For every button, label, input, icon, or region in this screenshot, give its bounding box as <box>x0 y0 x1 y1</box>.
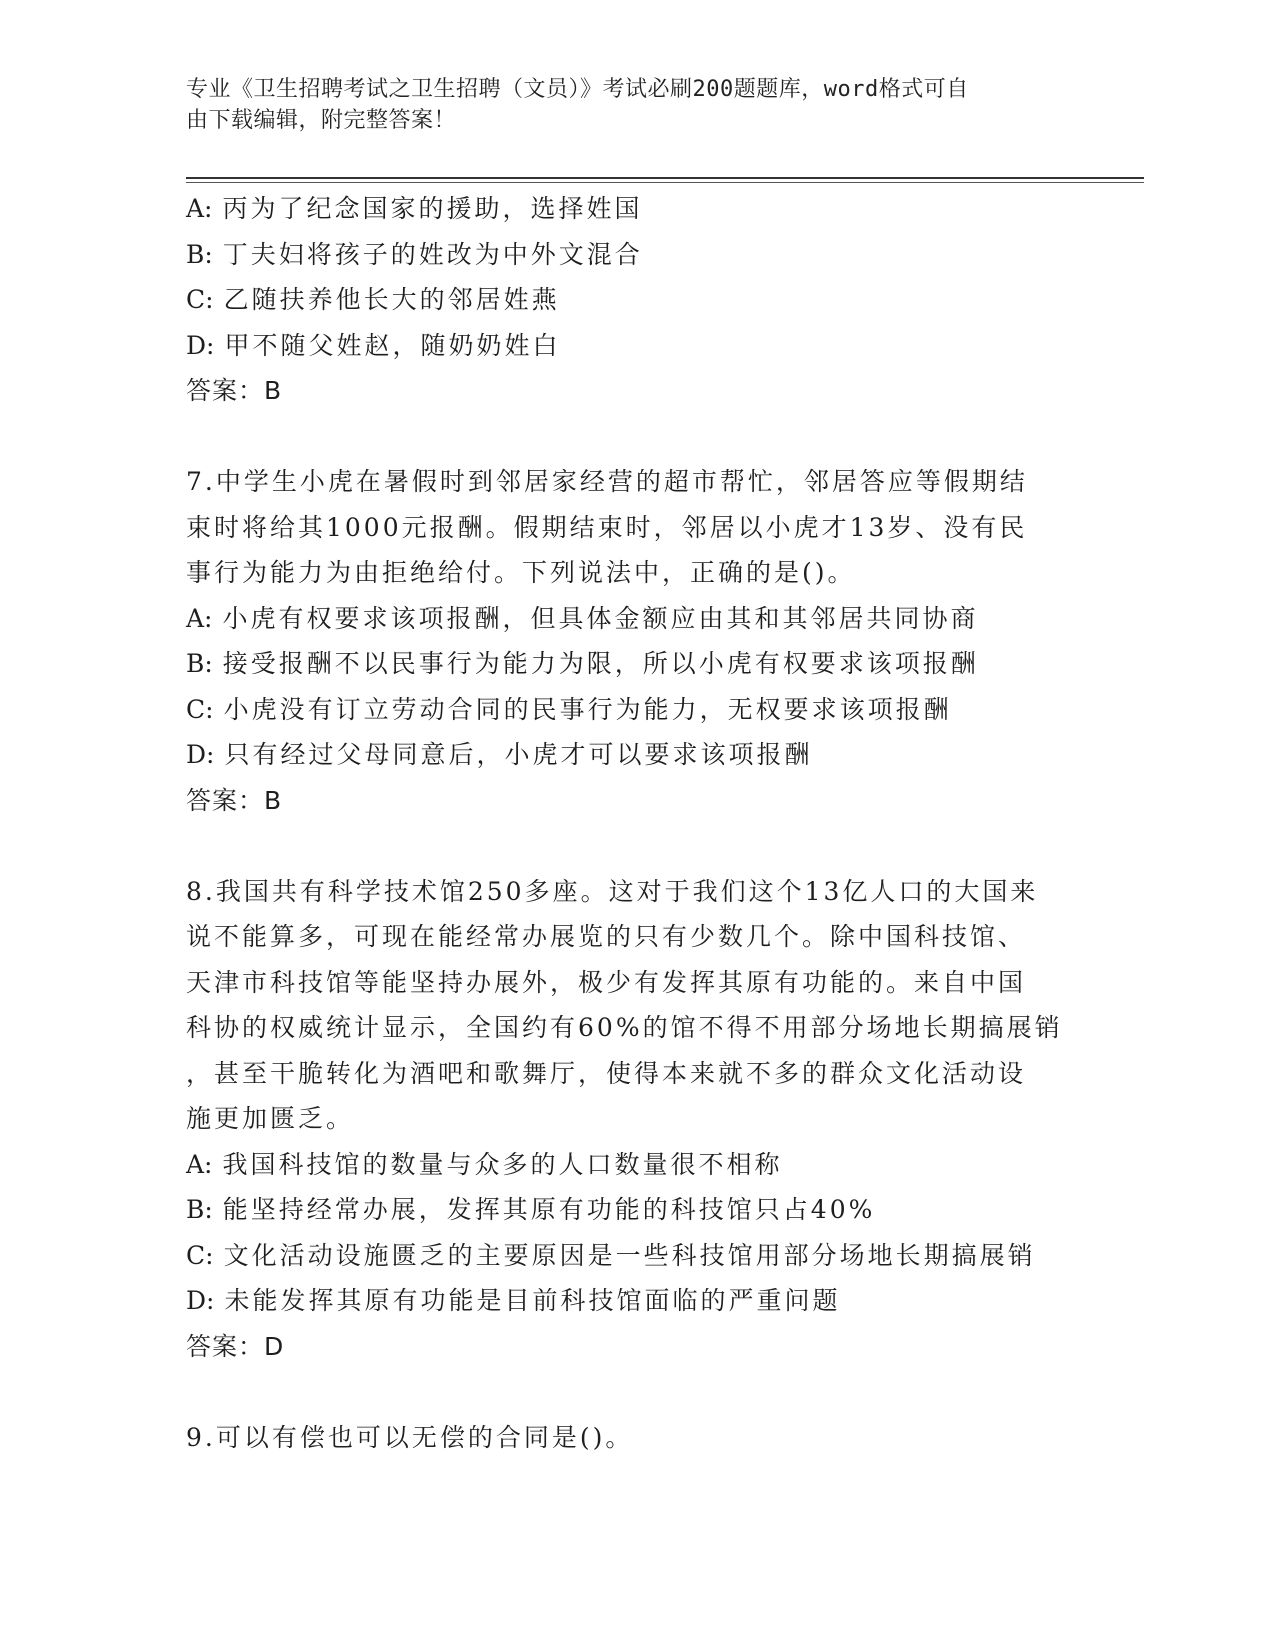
option-b: B: 丁夫妇将孩子的姓改为中外文混合 <box>186 239 643 269</box>
option-d: D: 只有经过父母同意后，小虎才可以要求该项报酬 <box>186 740 813 769</box>
question-stem-line: 束时将给其1000元报酬。假期结束时，邻居以小虎才13岁、没有民 <box>186 512 1028 542</box>
answer: 答案：D <box>186 1331 285 1361</box>
answer: 答案：B <box>186 376 283 405</box>
question-list <box>186 186 1086 1460</box>
option-a: A: 丙为了纪念国家的援助，选择姓国 <box>186 194 643 223</box>
header-rule-thick <box>186 177 1144 179</box>
question-7 <box>186 459 1086 823</box>
question-9 <box>186 1415 1086 1461</box>
option-d: D: 甲不随父姓赵，随奶奶姓白 <box>186 330 561 360</box>
header-rule-thin <box>186 182 1144 183</box>
question-stem-line: 说不能算多，可现在能经常办展览的只有少数几个。除中国科技馆、 <box>186 922 1027 951</box>
question-6 <box>186 186 1086 414</box>
option-b: B: 能坚持经常办展，发挥其原有功能的科技馆只占40% <box>186 1195 876 1224</box>
document-header <box>186 74 1086 136</box>
answer: 答案：B <box>186 785 283 815</box>
question-stem-line: 7.中学生小虎在暑假时到邻居家经营的超市帮忙，邻居答应等假期结 <box>186 467 1028 496</box>
option-c: C: 乙随扶养他长大的邻居姓燕 <box>186 285 560 314</box>
question-stem-line: 天津市科技馆等能坚持办展外，极少有发挥其原有功能的。来自中国 <box>186 967 1027 997</box>
question-8 <box>186 869 1086 1370</box>
option-b: B: 接受报酬不以民事行为能力为限，所以小虎有权要求该项报酬 <box>186 649 979 678</box>
header-line-2: 由下载编辑，附完整答案！ <box>186 108 457 133</box>
question-stem-line: 施更加匮乏。 <box>186 1104 355 1133</box>
question-stem-line: 9.可以有偿也可以无偿的合同是()。 <box>186 1422 634 1452</box>
question-stem-line: ，甚至干脆转化为酒吧和歌舞厅，使得本来就不多的群众文化活动设 <box>186 1058 1027 1088</box>
question-stem-line: 事行为能力为由拒绝给付。下列说法中，正确的是()。 <box>186 558 856 587</box>
question-stem-line: 8.我国共有科学技术馆250多座。这对于我们这个13亿人口的大国来 <box>186 876 1039 906</box>
option-c: C: 小虎没有订立劳动合同的民事行为能力，无权要求该项报酬 <box>186 694 952 724</box>
question-stem-line: 科协的权威统计显示，全国约有60%的馆不得不用部分场地长期搞展销 <box>186 1013 1063 1042</box>
option-d: D: 未能发挥其原有功能是目前科技馆面临的严重问题 <box>186 1286 841 1315</box>
option-a: A: 我国科技馆的数量与众多的人口数量很不相称 <box>186 1149 783 1179</box>
header-line-1: 专业《卫生招聘考试之卫生招聘（文员）》考试必刷200题题库，word格式可自 <box>186 77 969 102</box>
option-c: C: 文化活动设施匮乏的主要原因是一些科技馆用部分场地长期搞展销 <box>186 1240 1036 1270</box>
option-a: A: 小虎有权要求该项报酬，但具体金额应由其和其邻居共同协商 <box>186 603 979 633</box>
